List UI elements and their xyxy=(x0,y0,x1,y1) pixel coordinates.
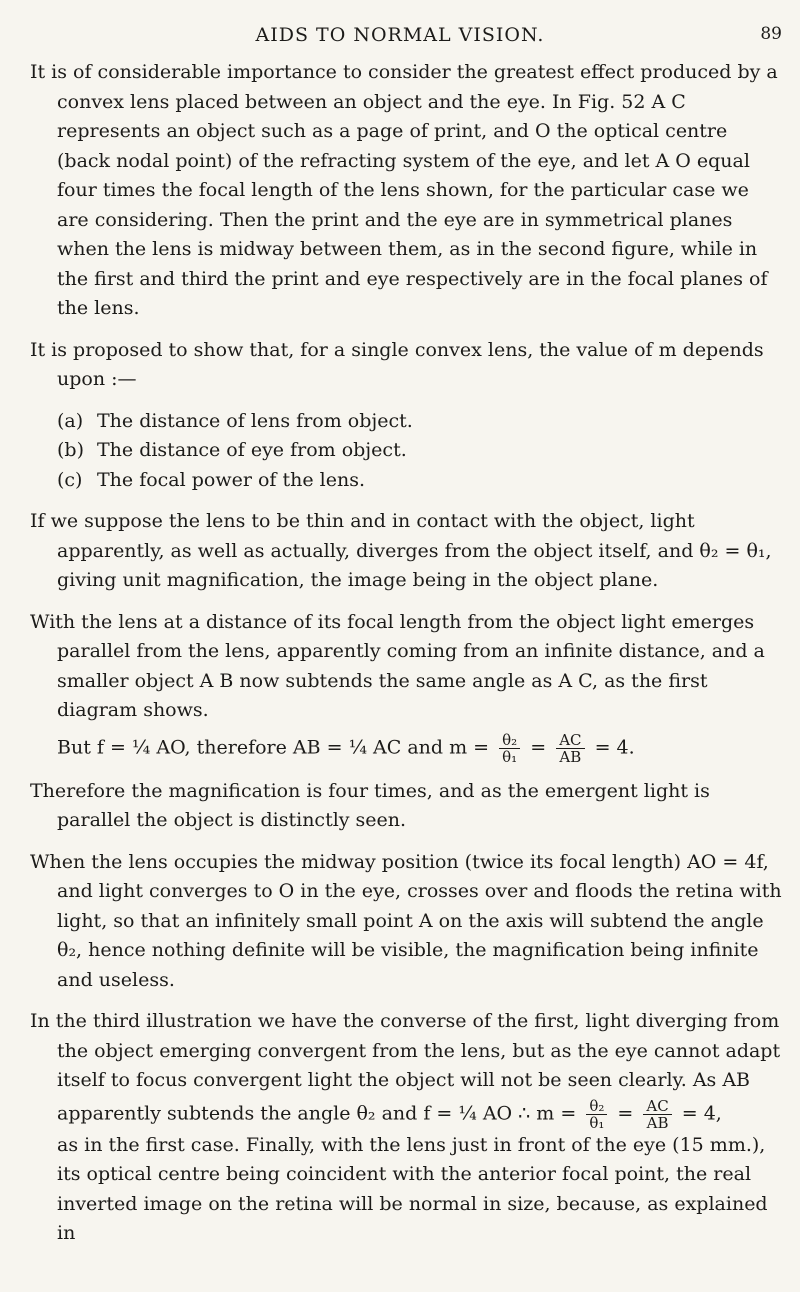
equals-sign: = xyxy=(530,736,547,758)
dependency-list xyxy=(30,407,782,496)
fraction-denominator: AB xyxy=(646,1113,669,1132)
paragraph-3: If we suppose the lens to be thin and in contact with the object, light apparently, as well as actually, diverges from the object itself, and θ₂ = θ₁, giving unit magnification, the image being in the object plane. xyxy=(30,510,772,591)
list-item xyxy=(57,436,782,466)
page-header xyxy=(0,24,800,54)
fraction-numerator: AC xyxy=(643,1098,671,1115)
list-item-label: (a) xyxy=(57,409,84,432)
list-item-text: The focal power of the lens. xyxy=(97,468,365,491)
list-item xyxy=(57,466,782,496)
list-item-label: (b) xyxy=(57,439,84,461)
paragraph-4: With the lens at a distance of its focal length from the object light emerges parallel from the lens, apparently coming from an infinite distance, and a smaller object A B now subtends the same angle as A C, as the first diagram shows. xyxy=(30,610,765,721)
equation-2-lead: apparently subtends the angle θ₂ and f = ¼ AO ∴ m = xyxy=(57,1102,577,1124)
paragraph-8: as in the first case. Finally, with the lens just in front of the eye (15 mm.), its optical centre being coincident with the anterior focal point, the real inverted image on the retina will be normal in size, because, as explained in xyxy=(57,1133,768,1244)
fraction-theta xyxy=(499,732,520,765)
page-body xyxy=(30,58,782,1261)
fraction-numerator: θ₂ xyxy=(586,1098,607,1115)
fraction-ac-ab xyxy=(556,732,584,765)
list-item-text: The distance of eye from object. xyxy=(97,439,407,461)
fraction-numerator: AC xyxy=(556,732,584,749)
equation-1-lead: But f = ¼ AO, therefore AB = ¼ AC and m = xyxy=(57,736,490,758)
paragraph-1: It is of considerable importance to consider the greatest effect produced by a convex lens placed between an object and the eye. In Fig. 52 A C represents an object such as a page of print, and O the optical centre (back nodal point) of the refracting system of the eye, and let A O equal four times the focal length of the lens shown, for the particular case we are considering. Then the print and the eye are in symmetrical planes when the lens is midway between them, as in the second figure, while in the first and third the print and eye respectively are in the focal planes of the lens. xyxy=(30,61,778,319)
equals-sign: = xyxy=(617,1102,634,1124)
fraction-theta xyxy=(586,1098,607,1131)
equation-2 xyxy=(30,1098,782,1131)
equation-1 xyxy=(30,732,782,765)
fraction-denominator: AB xyxy=(559,747,582,766)
fraction-ac-ab xyxy=(643,1098,671,1131)
list-item-label: (c) xyxy=(57,468,83,491)
equation-1-tail: = 4. xyxy=(594,736,635,758)
fraction-denominator: θ₁ xyxy=(502,747,518,766)
list-item xyxy=(57,407,782,437)
fraction-numerator: θ₂ xyxy=(499,732,520,749)
paragraph-7: In the third illustration we have the converse of the first, light diverging from the object emerging convergent from the lens, but as the eye cannot adapt itself to focus convergent light the object will not be seen clearly. As AB xyxy=(30,1010,781,1091)
page-number: 89 xyxy=(760,24,782,44)
running-head: AIDS TO NORMAL VISION. xyxy=(255,24,545,46)
fraction-denominator: θ₁ xyxy=(589,1113,605,1132)
paragraph-6: When the lens occupies the midway position (twice its focal length) AO = 4f, and light converges to O in the eye, crosses over and floods the retina with light, so that an infinitely small point A on the axis will subtend the angle θ₂, hence nothing definite will be visible, the magnification being infinite and useless. xyxy=(30,850,782,991)
paragraph-5: Therefore the magnification is four times, and as the emergent light is parallel the object is distinctly seen. xyxy=(30,779,710,831)
paragraph-2: It is proposed to show that, for a single convex lens, the value of m depends upon :— xyxy=(30,338,764,390)
list-item-text: The distance of lens from object. xyxy=(97,409,413,432)
equation-2-tail: = 4, xyxy=(681,1102,722,1124)
